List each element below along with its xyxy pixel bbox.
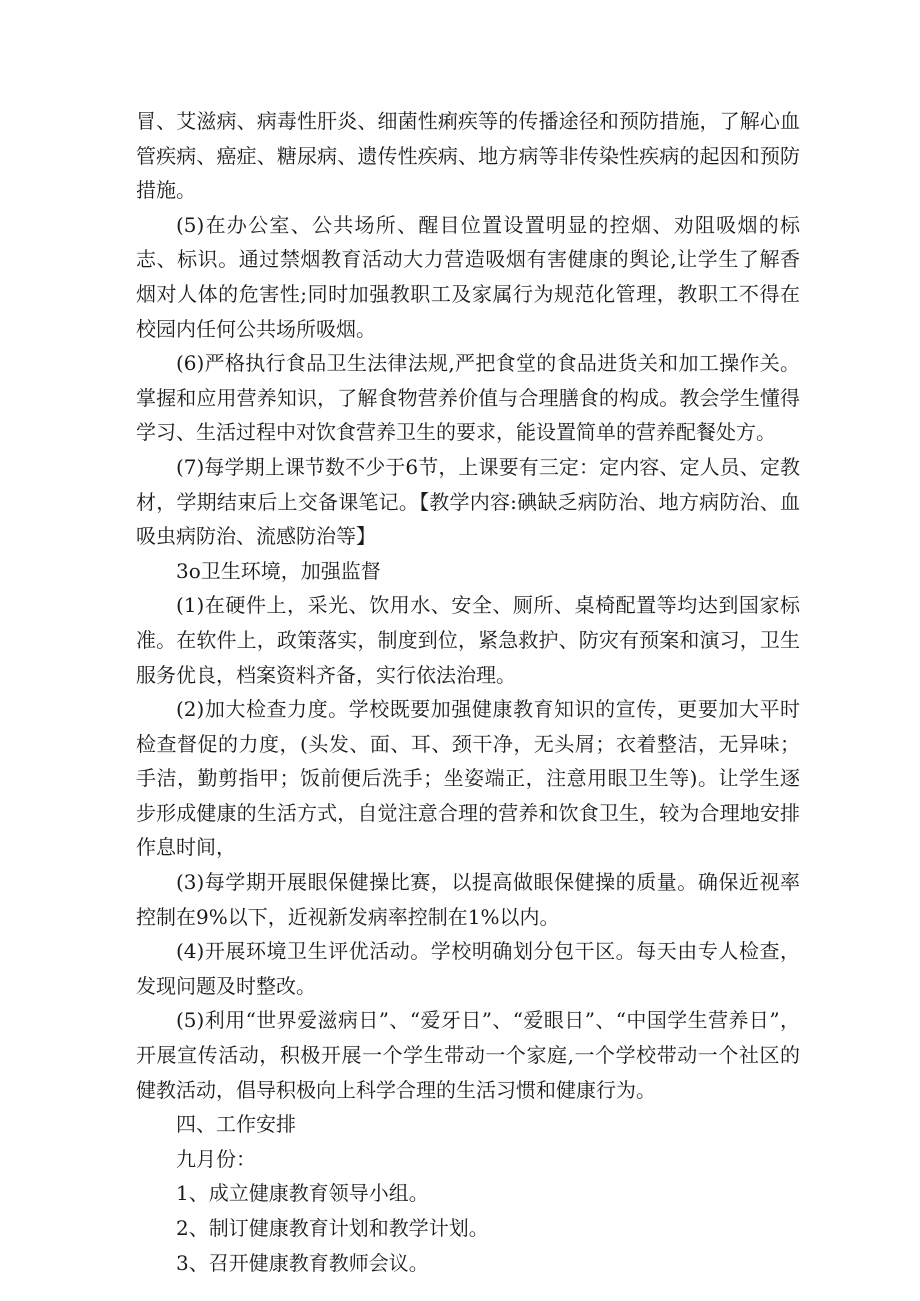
paragraph-env-3-eye-exercise: (3)每学期开展眼保健操比赛，以提高做眼保健操的质量。确保近视率控制在9%以下，近视新发病率控制在1%以内。 xyxy=(136,870,800,929)
paragraph-env-1-standards: (1)在硬件上，采光、饮用水、安全、厕所、桌椅配置等均达到国家标准。在软件上，政策落实，制度到位，紧急救护、防灾有预案和演习，卫生服务优良，档案资料齐备，实行依法治理。 xyxy=(136,593,800,687)
list-item-september-1: 1、成立健康教育领导小组。 xyxy=(176,1181,429,1206)
paragraph-env-5-campaigns: (5)利用“世界爱滋病日”、“爱牙日”、“爱眼日”、“中国学生营养日”，开展宣传活动，积极开展一个学生带动一个家庭,一个学校带动一个社区的健教活动，倡导积极向上科学合理的生活习惯和健康行为。 xyxy=(136,1008,800,1102)
paragraph-item-6-food-hygiene: (6)严格执行食品卫生法律法规,严把食堂的食品进货关和加工操作关。掌握和应用营养知识，了解食物营养价值与合理膳食的构成。教会学生懂得学习、生活过程中对饮食营养卫生的要求，能设置简单的营养配餐处方。 xyxy=(136,351,800,445)
paragraph-item-7-lessons: (7)每学期上课节数不少于6节，上课要有三定：定内容、定人员、定教材，学期结束后上交备课笔记。【教学内容:碘缺乏病防治、地方病防治、血吸虫病防治、流感防治等】 xyxy=(136,454,800,549)
paragraph-env-2-inspection: (2)加大检查力度。学校既要加强健康教育知识的宣传，更要加大平时检查督促的力度，(头发、面、耳、颈干净，无头屑；衣着整洁，无异味；手洁，勤剪指甲；饭前便后洗手；坐姿端正，注意用眼卫生等)。让学生逐步形成健康的生活方式，自觉注意合理的营养和饮食卫生，较为合理地安排作息时间， xyxy=(136,697,800,860)
paragraph-continuation: 冒、艾滋病、病毒性肝炎、细菌性痢疾等的传播途径和预防措施，了解心血管疾病、癌症、糖尿病、遗传性疾病、地方病等非传染性疾病的起因和预防措施。 xyxy=(136,109,800,203)
list-item-september-2: 2、制订健康教育计划和教学计划。 xyxy=(176,1216,489,1240)
section-heading-hygiene-environment: 3o卫生环境，加强监督 xyxy=(176,558,381,583)
list-item-september-3: 3、召开健康教育教师会议。 xyxy=(176,1250,429,1275)
paragraph-env-4-evaluation: (4)开展环境卫生评优活动。学校明确划分包干区。每天由专人检查，发现问题及时整改。 xyxy=(136,939,800,998)
document-body xyxy=(136,104,800,1280)
section-heading-work-schedule: 四、工作安排 xyxy=(176,1112,296,1137)
month-heading-september: 九月份： xyxy=(176,1146,256,1171)
paragraph-item-5-smoking-control: (5)在办公室、公共场所、醒目位置设置明显的控烟、劝阻吸烟的标志、标识。通过禁烟教育活动大力营造吸烟有害健康的舆论,让学生了解香烟对人体的危害性;同时加强教职工及家属行为规范化管理，教职工不得在校园内任何公共场所吸烟。 xyxy=(136,212,800,341)
